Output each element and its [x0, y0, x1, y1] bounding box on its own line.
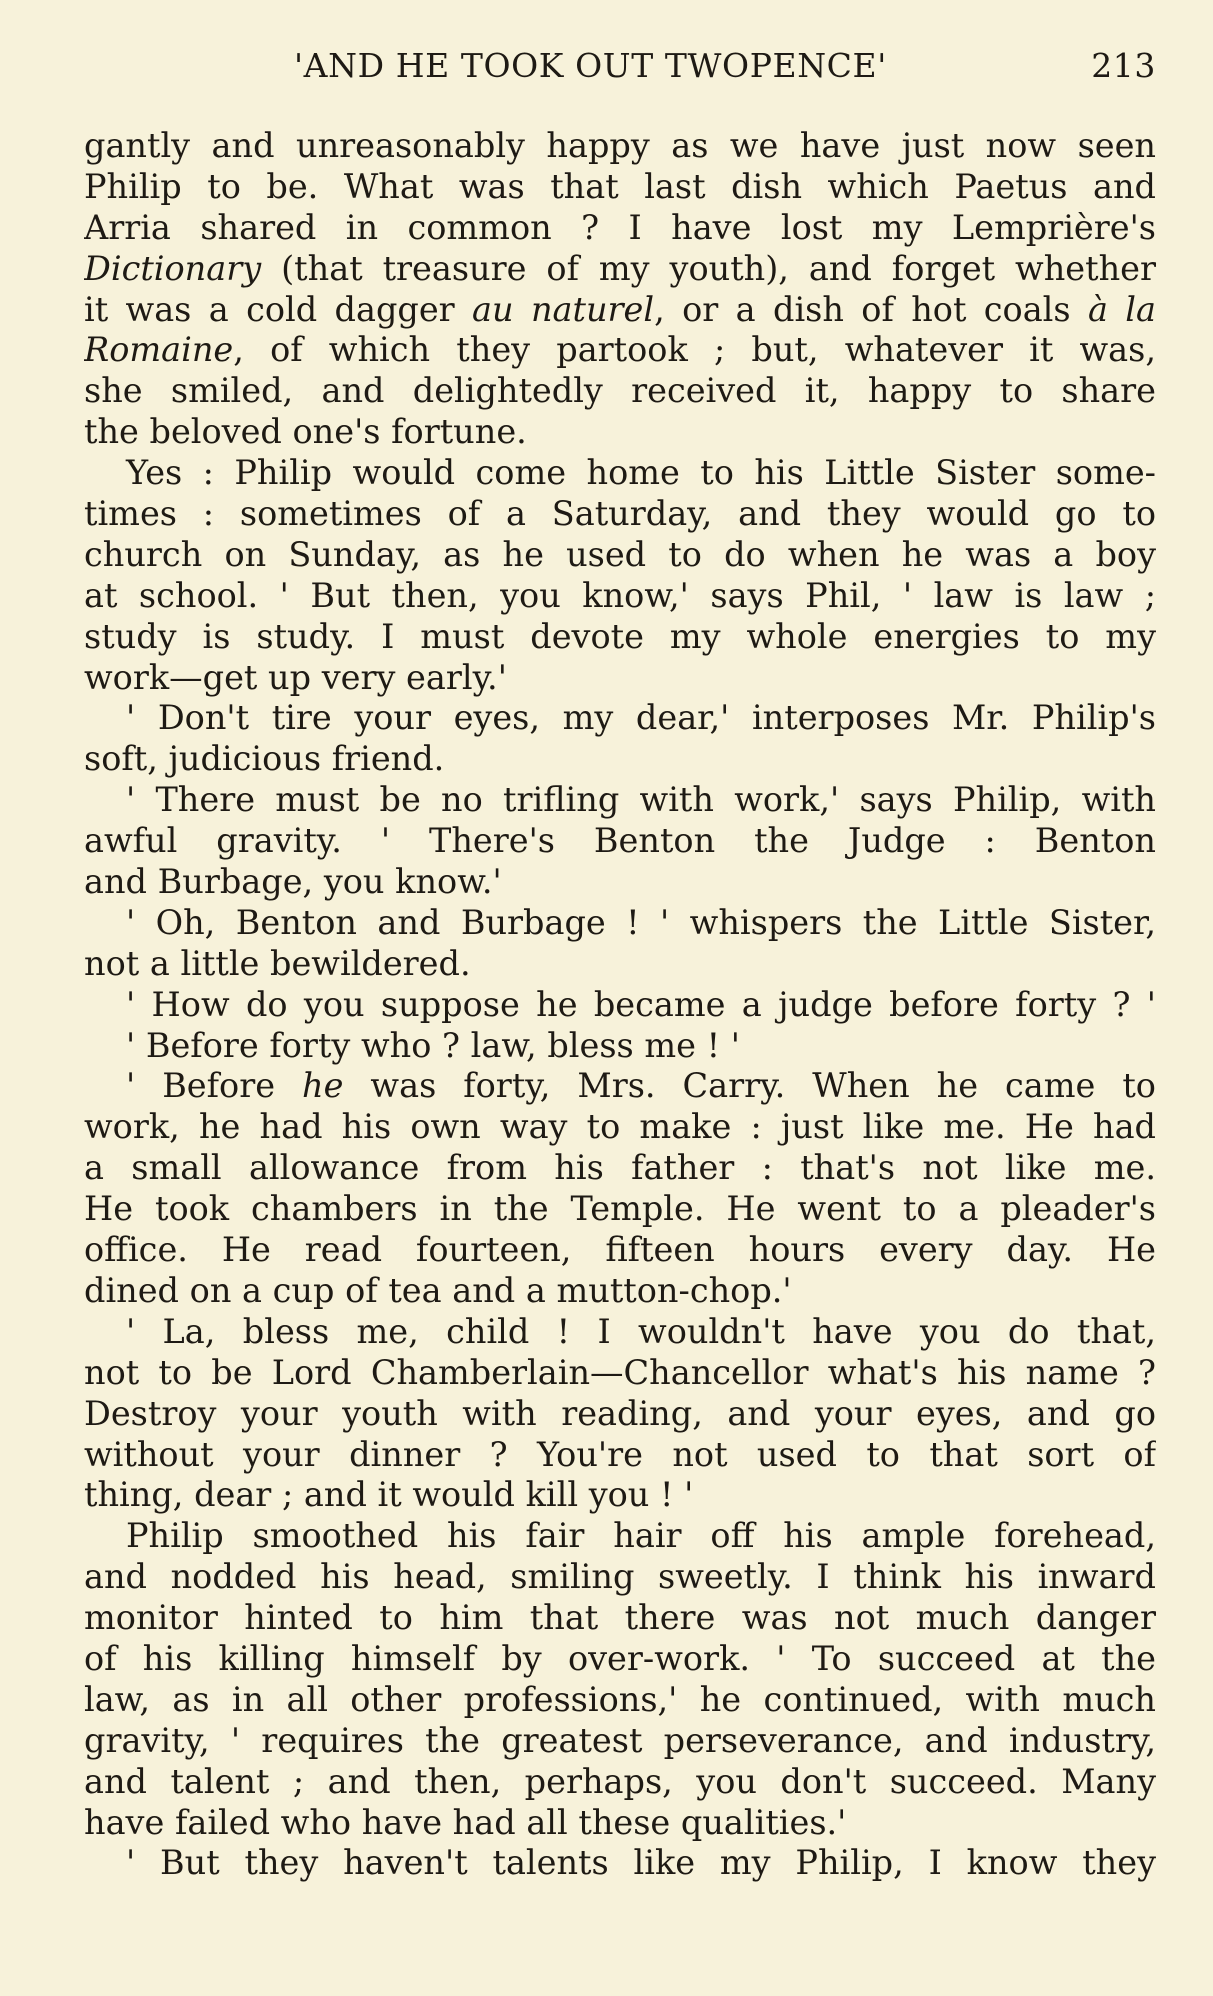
text-line: and nodded his head, smiling sweetly. I think his inward: [84, 1557, 1156, 1597]
text-line: ' There must be no trifling with work,' says Philip, with: [126, 780, 1156, 820]
italic-text: Dictionary: [84, 248, 262, 288]
text-line: work—get up very early.': [84, 657, 507, 697]
text-line: Arria shared in common ? I have lost my Lemprière's: [84, 207, 1156, 247]
text-line: law, as in all other professions,' he continued, with much: [84, 1679, 1156, 1719]
text-line: Philip to be. What was that last dish which Paetus and: [84, 166, 1156, 206]
text-line: not a little bewildered.: [84, 943, 471, 983]
text-line: Philip smoothed his fair hair off his ample forehead,: [126, 1516, 1156, 1556]
text-line: she smiled, and delightedly received it, happy to share: [84, 371, 1156, 411]
page-number: 213: [1091, 46, 1156, 85]
text-line: thing, dear ; and it would kill you ! ': [84, 1475, 694, 1515]
text-line: study is study. I must devote my whole energies to my: [84, 616, 1156, 656]
text-line: at school. ' But then, you know,' says Phil, ' law is law ;: [84, 575, 1156, 615]
running-title: 'AND HE TOOK OUT TWOPENCE': [294, 46, 887, 85]
text-line: a small allowance from his father : that's not like me.: [84, 1148, 1156, 1188]
text-line: and talent ; and then, perhaps, you don't succeed. Many: [84, 1761, 1156, 1801]
running-head: [84, 44, 1156, 88]
text-line: awful gravity. ' There's Benton the Judge : Benton: [84, 821, 1156, 861]
text-line: ' Don't tire your eyes, my dear,' interposes Mr. Philip's: [126, 698, 1156, 738]
text-line: ' Oh, Benton and Burbage ! ' whispers the Little Sister,: [126, 902, 1156, 942]
text-line: soft, judicious friend.: [84, 739, 445, 779]
text-line: Romaine, of which they partook ; but, whatever it was,: [84, 330, 1156, 370]
text-line: office. He read fourteen, fifteen hours every day. He: [84, 1230, 1156, 1270]
text-line: the beloved one's fortune.: [84, 412, 527, 452]
text-line: work, he had his own way to make : just like me. He had: [84, 1107, 1156, 1147]
text-line: not to be Lord Chamberlain—Chancellor what's his name ?: [84, 1352, 1156, 1392]
text-line: ' Before he was forty, Mrs. Carry. When he came to: [126, 1066, 1156, 1106]
text-line: ' How do you suppose he became a judge before forty ? ': [126, 984, 1156, 1024]
text-line: ' La, bless me, child ! I wouldn't have you do that,: [126, 1311, 1156, 1351]
italic-text: he: [302, 1066, 344, 1106]
text-line: ' But they haven't talents like my Philip, I know they: [126, 1843, 1156, 1883]
italic-text: au naturel: [472, 289, 655, 329]
text-line: church on Sunday, as he used to do when he was a boy: [84, 534, 1156, 574]
text-line: Destroy your youth with reading, and your eyes, and go: [84, 1393, 1156, 1433]
text-line: times : sometimes of a Saturday, and they would go to: [84, 494, 1156, 534]
italic-text: Romaine: [84, 330, 234, 370]
text-line: He took chambers in the Temple. He went to a pleader's: [84, 1189, 1156, 1229]
italic-text: à la: [1087, 289, 1156, 329]
body-text: [84, 126, 1156, 1884]
text-line: and Burbage, you know.': [84, 862, 502, 902]
text-line: of his killing himself by over-work. ' To succeed at the: [84, 1638, 1156, 1678]
text-line: Yes : Philip would come home to his Little Sister some-: [126, 453, 1156, 493]
text-line: gantly and unreasonably happy as we have just now seen: [84, 126, 1156, 165]
text-line: without your dinner ? You're not used to that sort of: [84, 1434, 1156, 1474]
text-line: monitor hinted to him that there was not much danger: [84, 1598, 1156, 1638]
text-line: Dictionary (that treasure of my youth), and forget whether: [84, 248, 1156, 288]
text-line: it was a cold dagger au naturel, or a dish of hot coals à la: [84, 289, 1156, 329]
text-line: gravity, ' requires the greatest perseverance, and industry,: [84, 1720, 1156, 1760]
text-line: dined on a cup of tea and a mutton-chop.': [84, 1270, 792, 1310]
text-line: have failed who have had all these qualities.': [84, 1802, 847, 1842]
text-line: ' Before forty who ? law, bless me ! ': [126, 1025, 740, 1065]
